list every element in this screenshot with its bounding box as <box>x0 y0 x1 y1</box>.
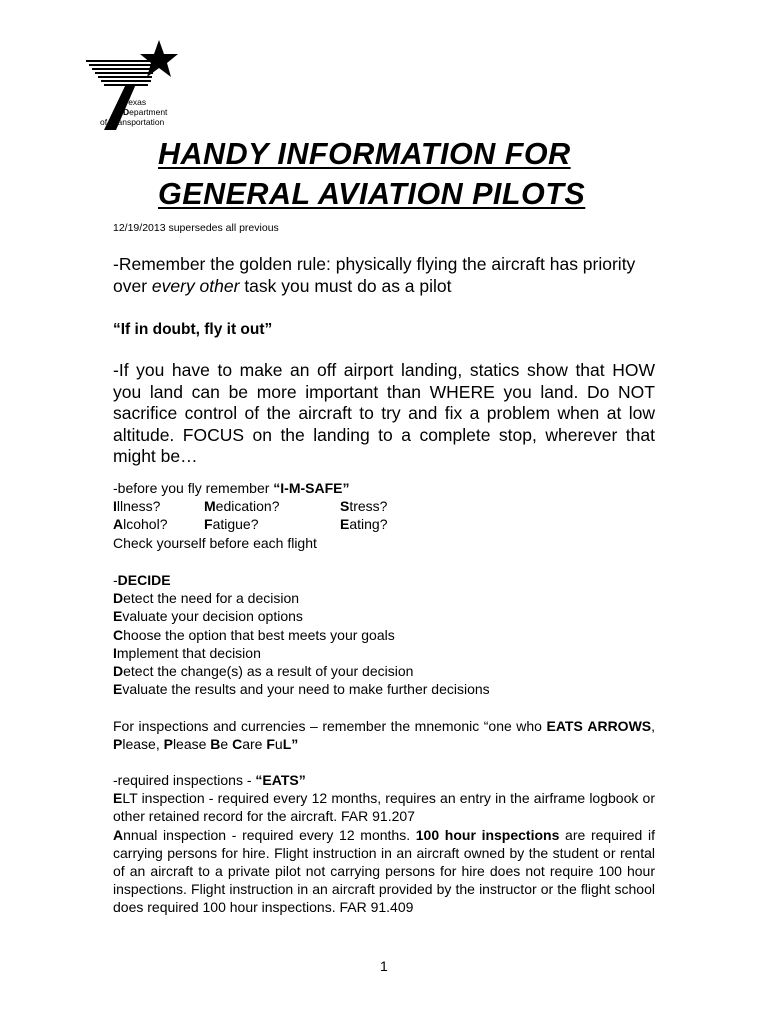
eats-intro: -required inspections - “EATS” <box>113 772 306 788</box>
decide-heading: -DECIDE <box>113 572 171 588</box>
eats-section <box>113 771 655 917</box>
document-title <box>158 134 585 214</box>
imsafe-row-1: Illness? Medication? Stress? <box>113 498 388 515</box>
title-line-1: HANDY INFORMATION FOR <box>158 137 571 171</box>
imsafe-intro: -before you fly remember “I-M-SAFE” <box>113 480 350 496</box>
date-note: 12/19/2013 supersedes all previous <box>113 222 279 234</box>
decide-item: Implement that decision <box>113 644 261 661</box>
decide-item: Detect the need for a decision <box>113 590 300 607</box>
golden-rule-paragraph: -Remember the golden rule: physically flying the aircraft has priority over every other task you must do as a pilot <box>113 254 636 296</box>
mnemonic-paragraph: For inspections and currencies – remember the mnemonic “one who EATS ARROWS, Please, Please Be Care FuL” <box>113 718 656 753</box>
txdot-logo <box>80 38 180 134</box>
logo-text-department: Department <box>123 107 168 117</box>
imsafe-check: Check yourself before each flight <box>113 534 317 551</box>
decide-item: Choose the option that best meets your goals <box>113 626 395 643</box>
annual-inspection: Annual inspection - required every 12 months. 100 hour inspections are required if carrying persons for hire. Flight instruction in an aircraft owned by the student or rental of an aircraft to a private pilot not carrying persons for hire does not require 100 hour inspections. Flight instruction in an aircraft provided by the instructor or the flight school does required 100 hour inspections. FAR 91.409 <box>113 826 655 916</box>
decide-item: Evaluate the results and your need to make further decisions <box>113 681 490 698</box>
imsafe-section <box>113 479 655 552</box>
off-airport-paragraph: -If you have to make an off airport landing, statics show that HOW you land can be more important than WHERE you land. Do NOT sacrifice control of the aircraft to try and fix a problem when at low altitude. FOCUS on the landing to a complete stop, wherever that might be… <box>113 360 655 466</box>
imsafe-row-2: Alcohol? Fatigue? Eating? <box>113 516 388 533</box>
elt-inspection: ELT inspection - required every 12 months, requires an entry in the airframe logbook or other retained record for the aircraft. FAR 91.207 <box>113 790 655 825</box>
logo-text-transportation: of Transportation <box>100 117 165 127</box>
title-line-2: GENERAL AVIATION PILOTS <box>158 177 586 211</box>
decide-section <box>113 571 655 698</box>
page-number: 1 <box>380 958 388 974</box>
logo-text-texas: Texas <box>123 97 147 107</box>
decide-item: Detect the change(s) as a result of your decision <box>113 663 414 680</box>
decide-item: Evaluate your decision options <box>113 608 303 625</box>
fly-it-out-note: “If in doubt, fly it out” <box>113 321 273 338</box>
